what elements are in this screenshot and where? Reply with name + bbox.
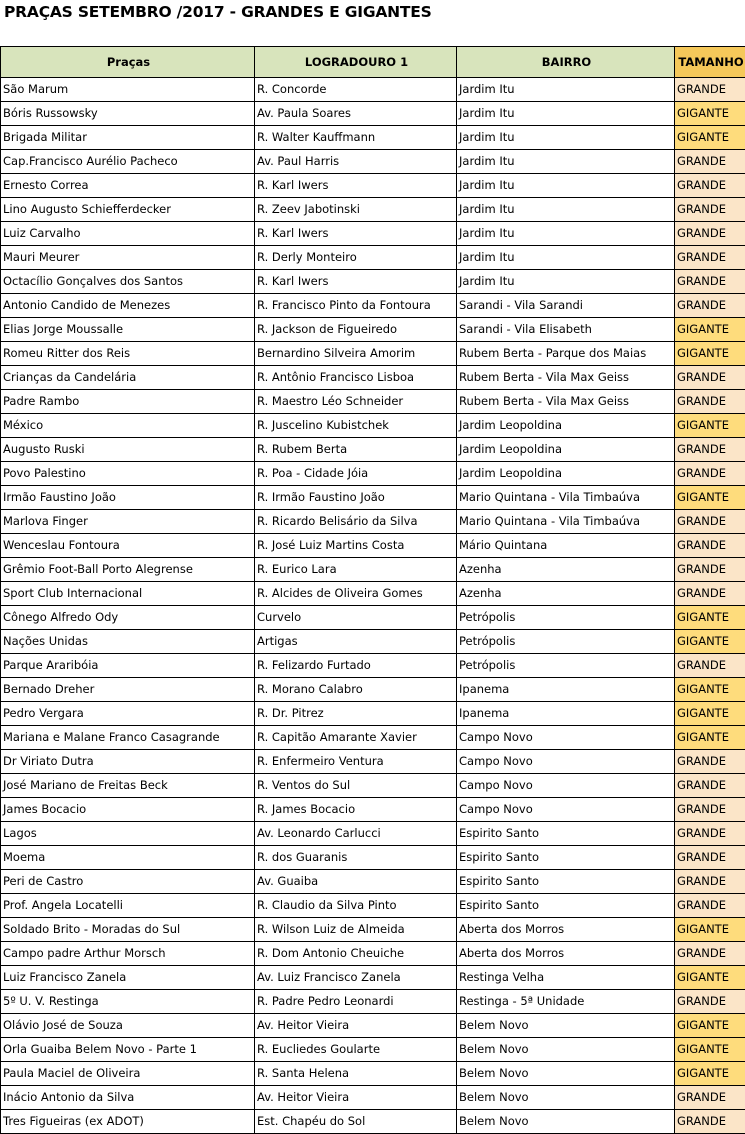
bairro-cell: Ipanema [457,702,675,726]
tamanho-cell: GRANDE [675,990,745,1014]
column-header-logradouro: LOGRADOURO 1 [255,47,457,78]
praca-name-cell: Luiz Carvalho [1,222,255,246]
bairro-cell: Campo Novo [457,726,675,750]
logradouro-cell: Av. Luiz Francisco Zanela [255,966,457,990]
logradouro-cell: R. Jackson de Figueiredo [255,318,457,342]
praca-name-cell: Moema [1,846,255,870]
tamanho-cell: GRANDE [675,558,745,582]
table-row [1,198,745,222]
tamanho-cell: GIGANTE [675,486,745,510]
logradouro-cell: R. James Bocacio [255,798,457,822]
table-row [1,366,745,390]
table-row [1,486,745,510]
logradouro-cell: R. Karl Iwers [255,174,457,198]
bairro-cell: Jardim Leopoldina [457,414,675,438]
tamanho-cell: GRANDE [675,198,745,222]
praca-name-cell: Nações Unidas [1,630,255,654]
praca-name-cell: Marlova Finger [1,510,255,534]
praca-name-cell: 5º U. V. Restinga [1,990,255,1014]
bairro-cell: Rubem Berta - Vila Max Geiss [457,390,675,414]
bairro-cell: Belem Novo [457,1110,675,1134]
tamanho-cell: GIGANTE [675,414,745,438]
tamanho-cell: GRANDE [675,846,745,870]
tamanho-cell: GIGANTE [675,678,745,702]
table-row [1,510,745,534]
bairro-cell: Restinga Velha [457,966,675,990]
tamanho-cell: GIGANTE [675,1014,745,1038]
tamanho-cell: GIGANTE [675,918,745,942]
table-row [1,1086,745,1110]
tamanho-cell: GRANDE [675,1110,745,1134]
bairro-cell: Campo Novo [457,750,675,774]
tamanho-cell: GRANDE [675,294,745,318]
tamanho-cell: GRANDE [675,246,745,270]
tamanho-cell: GRANDE [675,150,745,174]
tamanho-cell: GIGANTE [675,702,745,726]
tamanho-cell: GRANDE [675,774,745,798]
tamanho-cell: GRANDE [675,510,745,534]
bairro-cell: Campo Novo [457,798,675,822]
praca-name-cell: Olávio José de Souza [1,1014,255,1038]
praca-name-cell: Inácio Antonio da Silva [1,1086,255,1110]
tamanho-cell: GIGANTE [675,318,745,342]
table-row [1,870,745,894]
table-row [1,126,745,150]
bairro-cell: Aberta dos Morros [457,942,675,966]
logradouro-cell: R. Juscelino Kubistchek [255,414,457,438]
bairro-cell: Campo Novo [457,774,675,798]
table-row [1,150,745,174]
table-row [1,1014,745,1038]
table-row [1,414,745,438]
logradouro-cell: R. Francisco Pinto da Fontoura [255,294,457,318]
logradouro-cell: Curvelo [255,606,457,630]
bairro-cell: Espirito Santo [457,894,675,918]
praca-name-cell: Augusto Ruski [1,438,255,462]
logradouro-cell: R. Zeev Jabotinski [255,198,457,222]
tamanho-cell: GRANDE [675,1086,745,1110]
tamanho-cell: GIGANTE [675,966,745,990]
logradouro-cell: Av. Paula Soares [255,102,457,126]
table-row [1,270,745,294]
praca-name-cell: Peri de Castro [1,870,255,894]
logradouro-cell: R. Poa - Cidade Jóia [255,462,457,486]
tamanho-cell: GRANDE [675,462,745,486]
praca-name-cell: Luiz Francisco Zanela [1,966,255,990]
bairro-cell: Rubem Berta - Parque dos Maias [457,342,675,366]
logradouro-cell: Av. Paul Harris [255,150,457,174]
table-row [1,294,745,318]
tamanho-cell: GRANDE [675,822,745,846]
table-row [1,78,745,102]
bairro-cell: Jardim Leopoldina [457,438,675,462]
table-row [1,822,745,846]
logradouro-cell: R. Padre Pedro Leonardi [255,990,457,1014]
praca-name-cell: Wenceslau Fontoura [1,534,255,558]
table-header-row [1,47,745,78]
table-row [1,102,745,126]
praca-name-cell: Antonio Candido de Menezes [1,294,255,318]
bairro-cell: Jardim Itu [457,222,675,246]
praca-name-cell: São Marum [1,78,255,102]
bairro-cell: Belem Novo [457,1062,675,1086]
logradouro-cell: R. Karl Iwers [255,270,457,294]
tamanho-cell: GRANDE [675,270,745,294]
table-row [1,678,745,702]
table-row [1,462,745,486]
logradouro-cell: R. Eucliedes Goularte [255,1038,457,1062]
tamanho-cell: GRANDE [675,870,745,894]
table-row [1,1062,745,1086]
praca-name-cell: Orla Guaiba Belem Novo - Parte 1 [1,1038,255,1062]
table-row [1,606,745,630]
bairro-cell: Mario Quintana - Vila Timbaúva [457,510,675,534]
bairro-cell: Restinga - 5ª Unidade [457,990,675,1014]
bairro-cell: Jardim Itu [457,246,675,270]
tamanho-cell: GRANDE [675,582,745,606]
logradouro-cell: R. Ricardo Belisário da Silva [255,510,457,534]
praca-name-cell: Ernesto Correa [1,174,255,198]
logradouro-cell: R. dos Guaranis [255,846,457,870]
tamanho-cell: GRANDE [675,222,745,246]
logradouro-cell: R. Rubem Berta [255,438,457,462]
praca-name-cell: Pedro Vergara [1,702,255,726]
table-row [1,774,745,798]
bairro-cell: Jardim Itu [457,150,675,174]
logradouro-cell: Bernardino Silveira Amorim [255,342,457,366]
tamanho-cell: GRANDE [675,750,745,774]
logradouro-cell: R. Irmão Faustino João [255,486,457,510]
praca-name-cell: Paula Maciel de Oliveira [1,1062,255,1086]
praca-name-cell: José Mariano de Freitas Beck [1,774,255,798]
table-row [1,894,745,918]
logradouro-cell: R. Felizardo Furtado [255,654,457,678]
logradouro-cell: R. Enfermeiro Ventura [255,750,457,774]
praca-name-cell: Bóris Russowsky [1,102,255,126]
praca-name-cell: Crianças da Candelária [1,366,255,390]
tamanho-cell: GIGANTE [675,126,745,150]
praca-name-cell: Lagos [1,822,255,846]
table-row [1,318,745,342]
logradouro-cell: R. Antônio Francisco Lisboa [255,366,457,390]
bairro-cell: Petrópolis [457,654,675,678]
bairro-cell: Jardim Itu [457,174,675,198]
logradouro-cell: R. José Luiz Martins Costa [255,534,457,558]
logradouro-cell: R. Concorde [255,78,457,102]
praca-name-cell: Dr Viriato Dutra [1,750,255,774]
bairro-cell: Espirito Santo [457,870,675,894]
praca-name-cell: Tres Figueiras (ex ADOT) [1,1110,255,1134]
praca-name-cell: Romeu Ritter dos Reis [1,342,255,366]
tamanho-cell: GRANDE [675,78,745,102]
table-row [1,342,745,366]
table-row [1,918,745,942]
logradouro-cell: R. Dr. Pitrez [255,702,457,726]
table-row [1,1038,745,1062]
table-body [1,78,745,1134]
logradouro-cell: R. Wilson Luiz de Almeida [255,918,457,942]
tamanho-cell: GIGANTE [675,606,745,630]
logradouro-cell: R. Morano Calabro [255,678,457,702]
tamanho-cell: GRANDE [675,534,745,558]
bairro-cell: Jardim Itu [457,198,675,222]
logradouro-cell: R. Claudio da Silva Pinto [255,894,457,918]
logradouro-cell: R. Capitão Amarante Xavier [255,726,457,750]
logradouro-cell: R. Derly Monteiro [255,246,457,270]
bairro-cell: Belem Novo [457,1086,675,1110]
table-row [1,174,745,198]
bairro-cell: Sarandi - Vila Elisabeth [457,318,675,342]
column-header-pracas: Praças [1,47,255,78]
tamanho-cell: GIGANTE [675,630,745,654]
table-row [1,966,745,990]
bairro-cell: Jardim Itu [457,126,675,150]
praca-name-cell: Bernado Dreher [1,678,255,702]
pracas-table [0,46,745,1134]
praca-name-cell: México [1,414,255,438]
table-row [1,798,745,822]
page-title: PRAÇAS SETEMBRO /2017 - GRANDES E GIGANTES [4,3,432,21]
table-row [1,990,745,1014]
praca-name-cell: Brigada Militar [1,126,255,150]
table-row [1,630,745,654]
bairro-cell: Azenha [457,582,675,606]
bairro-cell: Rubem Berta - Vila Max Geiss [457,366,675,390]
tamanho-cell: GIGANTE [675,102,745,126]
table-row [1,222,745,246]
tamanho-cell: GIGANTE [675,726,745,750]
tamanho-cell: GRANDE [675,174,745,198]
bairro-cell: Espirito Santo [457,846,675,870]
bairro-cell: Mario Quintana - Vila Timbaúva [457,486,675,510]
table-row [1,942,745,966]
tamanho-cell: GRANDE [675,390,745,414]
praca-name-cell: Campo padre Arthur Morsch [1,942,255,966]
praca-name-cell: Cônego Alfredo Ody [1,606,255,630]
bairro-cell: Espirito Santo [457,822,675,846]
praca-name-cell: Parque Araribóia [1,654,255,678]
praca-name-cell: Lino Augusto Schiefferdecker [1,198,255,222]
table-row [1,846,745,870]
praca-name-cell: Povo Palestino [1,462,255,486]
logradouro-cell: R. Karl Iwers [255,222,457,246]
praca-name-cell: Soldado Brito - Moradas do Sul [1,918,255,942]
praca-name-cell: Cap.Francisco Aurélio Pacheco [1,150,255,174]
praca-name-cell: James Bocacio [1,798,255,822]
logradouro-cell: R. Santa Helena [255,1062,457,1086]
tamanho-cell: GRANDE [675,438,745,462]
logradouro-cell: R. Walter Kauffmann [255,126,457,150]
bairro-cell: Jardim Leopoldina [457,462,675,486]
bairro-cell: Mário Quintana [457,534,675,558]
bairro-cell: Sarandi - Vila Sarandi [457,294,675,318]
praca-name-cell: Grêmio Foot-Ball Porto Alegrense [1,558,255,582]
praca-name-cell: Elias Jorge Moussalle [1,318,255,342]
bairro-cell: Azenha [457,558,675,582]
column-header-bairro: BAIRRO [457,47,675,78]
bairro-cell: Belem Novo [457,1038,675,1062]
tamanho-cell: GRANDE [675,942,745,966]
logradouro-cell: Av. Leonardo Carlucci [255,822,457,846]
logradouro-cell: Artigas [255,630,457,654]
praca-name-cell: Irmão Faustino João [1,486,255,510]
logradouro-cell: R. Dom Antonio Cheuiche [255,942,457,966]
table-row [1,726,745,750]
tamanho-cell: GRANDE [675,366,745,390]
table-row [1,582,745,606]
table-row [1,534,745,558]
logradouro-cell: Av. Heitor Vieira [255,1014,457,1038]
table-row [1,654,745,678]
praca-name-cell: Octacílio Gonçalves dos Santos [1,270,255,294]
table-row [1,702,745,726]
bairro-cell: Jardim Itu [457,270,675,294]
praca-name-cell: Sport Club Internacional [1,582,255,606]
logradouro-cell: Est. Chapéu do Sol [255,1110,457,1134]
praca-name-cell: Mauri Meurer [1,246,255,270]
tamanho-cell: GIGANTE [675,1038,745,1062]
tamanho-cell: GIGANTE [675,1062,745,1086]
tamanho-cell: GIGANTE [675,342,745,366]
bairro-cell: Petrópolis [457,606,675,630]
praca-name-cell: Mariana e Malane Franco Casagrande [1,726,255,750]
table-row [1,750,745,774]
bairro-cell: Belem Novo [457,1014,675,1038]
tamanho-cell: GRANDE [675,894,745,918]
logradouro-cell: R. Eurico Lara [255,558,457,582]
tamanho-cell: GRANDE [675,654,745,678]
bairro-cell: Aberta dos Morros [457,918,675,942]
tamanho-cell: GRANDE [675,798,745,822]
logradouro-cell: R. Ventos do Sul [255,774,457,798]
bairro-cell: Jardim Itu [457,78,675,102]
bairro-cell: Petrópolis [457,630,675,654]
table-row [1,438,745,462]
logradouro-cell: Av. Guaiba [255,870,457,894]
table-row [1,390,745,414]
logradouro-cell: R. Maestro Léo Schneider [255,390,457,414]
column-header-tamanho: TAMANHO [675,47,745,78]
praca-name-cell: Padre Rambo [1,390,255,414]
table-row [1,246,745,270]
praca-name-cell: Prof. Angela Locatelli [1,894,255,918]
bairro-cell: Ipanema [457,678,675,702]
logradouro-cell: Av. Heitor Vieira [255,1086,457,1110]
logradouro-cell: R. Alcides de Oliveira Gomes [255,582,457,606]
bairro-cell: Jardim Itu [457,102,675,126]
table-row [1,558,745,582]
